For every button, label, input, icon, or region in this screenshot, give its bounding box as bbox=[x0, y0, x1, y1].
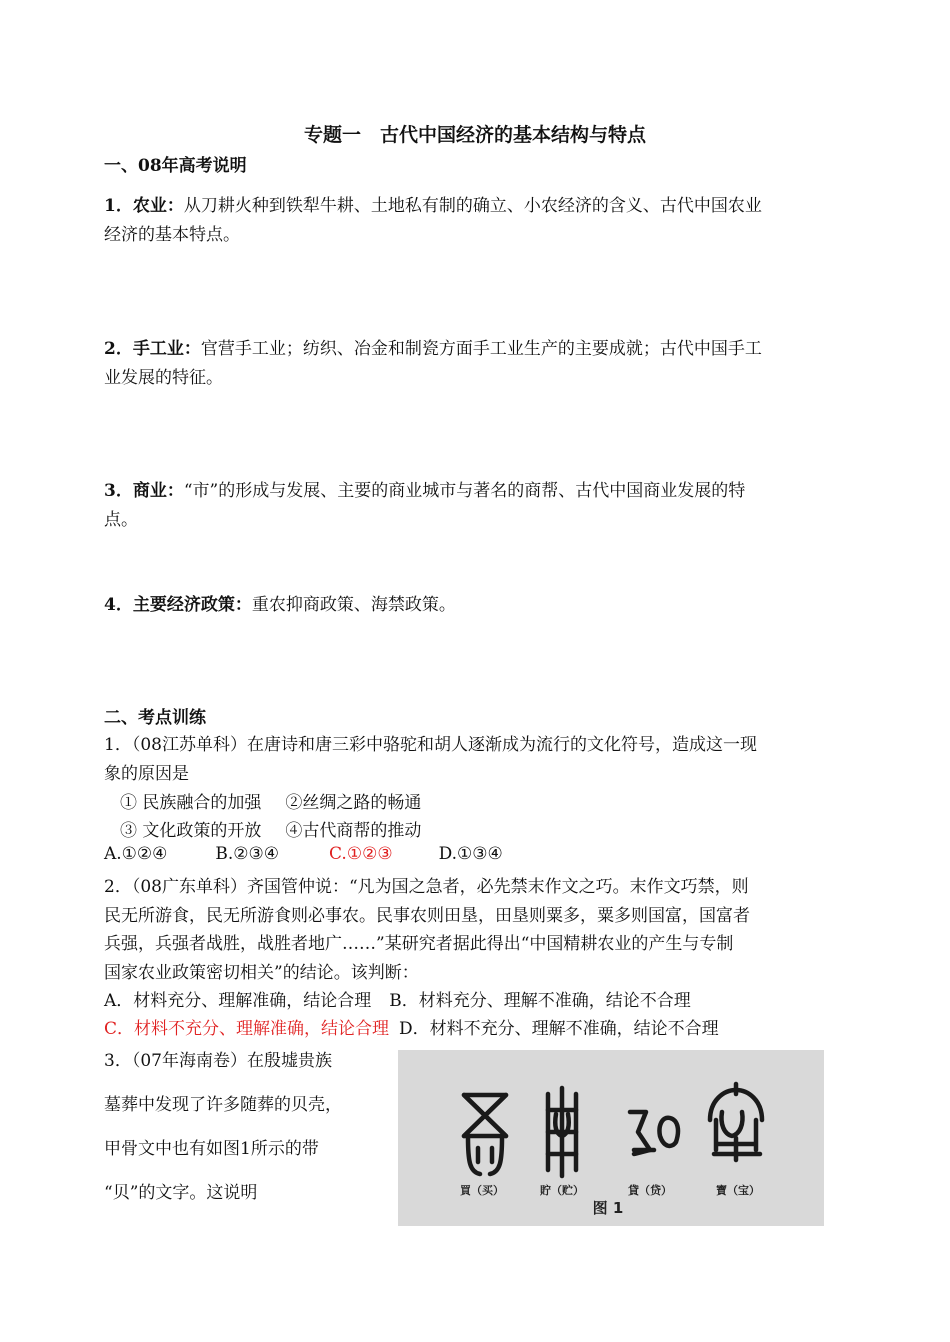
item-agriculture-line2: 经济的基本特点。 bbox=[104, 225, 240, 245]
q2-choices-row1 bbox=[104, 986, 691, 1011]
q1-choice-b: B.②③④ bbox=[215, 844, 280, 864]
q2-choice-c-answer: C．材料不充分、理解准确，结论合理 bbox=[104, 1019, 390, 1039]
oracle-characters-image bbox=[398, 1050, 824, 1226]
item-policy-label: 4．主要经济政策： bbox=[104, 595, 252, 615]
q3-line3: 甲骨文中也有如图1所示的带 bbox=[104, 1139, 319, 1159]
q1-choice-c-answer: C.①②③ bbox=[329, 844, 393, 864]
q2-choices-row2 bbox=[104, 1014, 719, 1039]
page-title: 专题一 古代中国经济的基本结构与特点 bbox=[303, 124, 646, 146]
q2-line3: 兵强，兵强者战胜，战胜者地广……”某研究者据此得出“中国精耕农业的产生与专制 bbox=[104, 934, 734, 954]
item-handicraft-line1: 2．手工业：官营手工业；纺织、冶金和制瓷方面手工业生产的主要成就；古代中国手工 bbox=[104, 339, 762, 359]
q1-options-row2: ③ 文化政策的开放 ④古代商帮的推动 bbox=[120, 821, 422, 841]
item-commerce-label: 3．商业： bbox=[104, 481, 184, 501]
glyph-zhu bbox=[548, 1088, 576, 1176]
q2-choice-d: D．材料不充分、理解不准确，结论不合理 bbox=[399, 1019, 719, 1039]
item-handicraft-label: 2．手工业： bbox=[104, 339, 201, 359]
q3-line2: 墓葬中发现了许多随葬的贝壳， bbox=[104, 1095, 342, 1115]
q2-choice-a: A．材料充分、理解准确，结论合理 bbox=[104, 991, 372, 1011]
q1-line1: 1．（08江苏单科）在唐诗和唐三彩中骆驼和胡人逐渐成为流行的文化符号，造成这一现 bbox=[104, 735, 757, 755]
figure-label: 图 1 bbox=[592, 1199, 624, 1217]
item-commerce-line1: 3．商业：“市”的形成与发展、主要的商业城市与著名的商帮、古代中国商业发展的特 bbox=[104, 481, 746, 501]
section2-heading: 二、考点训练 bbox=[104, 708, 206, 728]
q1-options-row1: ① 民族融合的加强 ②丝绸之路的畅通 bbox=[120, 793, 422, 813]
caption-mai: 買（买） bbox=[460, 1184, 504, 1197]
q3-line4: “贝”的文字。这说明 bbox=[104, 1183, 258, 1203]
figure-oracle-characters bbox=[398, 1050, 824, 1226]
q1-line2: 象的原因是 bbox=[104, 764, 189, 784]
caption-dai: 貸（贷） bbox=[628, 1184, 672, 1197]
item-agriculture-line1: 1．农业：从刀耕火种到铁犁牛耕、土地私有制的确立、小农经济的含义、古代中国农业 bbox=[104, 196, 762, 216]
q2-choice-b: B．材料充分、理解不准确，结论不合理 bbox=[389, 991, 691, 1011]
caption-zhu: 貯（贮） bbox=[540, 1184, 584, 1197]
q1-choice-d: D.①③④ bbox=[438, 844, 503, 864]
item-commerce-line2: 点。 bbox=[104, 510, 138, 530]
q3-line1: 3．（07年海南卷）在殷墟贵族 bbox=[104, 1051, 332, 1071]
item-agriculture-label: 1．农业： bbox=[104, 196, 184, 216]
section1-heading: 一、08年高考说明 bbox=[104, 156, 247, 176]
glyph-bao bbox=[710, 1084, 762, 1160]
q1-choices bbox=[104, 844, 503, 864]
q2-line2: 民无所游食，民无所游食则必事农。民事农则田垦，田垦则粟多，粟多则国富，国富者 bbox=[104, 906, 750, 926]
caption-bao: 寶（宝） bbox=[716, 1184, 760, 1197]
item-policy-line1: 4．主要经济政策：重农抑商政策、海禁政策。 bbox=[104, 595, 456, 615]
glyph-dai bbox=[630, 1112, 678, 1154]
item-handicraft-line2: 业发展的特征。 bbox=[104, 368, 223, 388]
q2-line1: 2．（08广东单科）齐国管仲说：“凡为国之急者，必先禁末作文之巧。末作文巧禁，则 bbox=[104, 877, 749, 897]
q1-choice-a: A.①②④ bbox=[104, 844, 168, 864]
glyph-mai bbox=[464, 1095, 506, 1174]
q2-line4: 国家农业政策密切相关”的结论。该判断： bbox=[104, 963, 419, 983]
